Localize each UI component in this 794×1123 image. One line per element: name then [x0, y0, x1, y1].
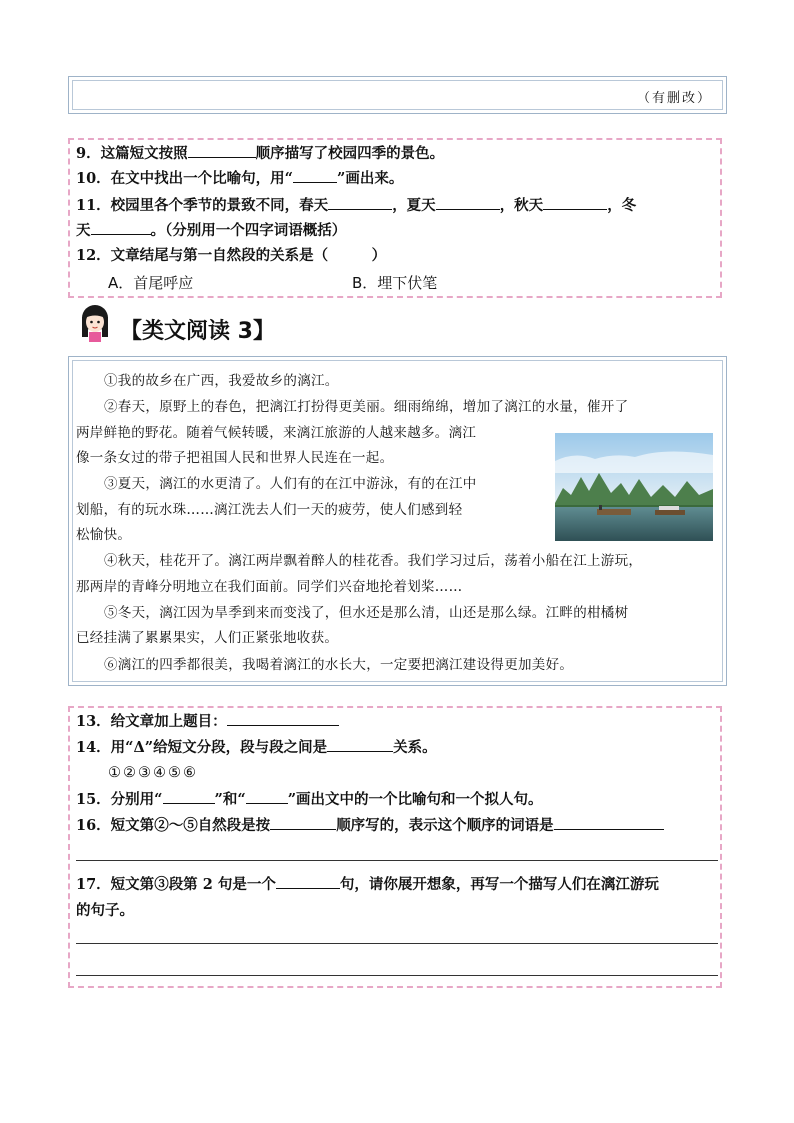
question-11-line2: 天 。（分别用一个四字词语概括）	[76, 222, 347, 239]
answer-blank[interactable]	[293, 168, 337, 183]
question-13: 13．给文章加上题目：	[76, 711, 339, 732]
answer-blank[interactable]	[91, 220, 151, 235]
passage-para-5b: 已经挂满了累累果实，人们正紧张地收获。	[76, 630, 339, 646]
question-17-line2: 的句子。	[76, 902, 134, 919]
answer-line[interactable]	[76, 975, 718, 976]
answer-line[interactable]	[76, 860, 718, 861]
answer-blank[interactable]	[270, 815, 336, 830]
answer-blank[interactable]	[554, 815, 664, 830]
answer-blank[interactable]	[327, 737, 393, 752]
passage-para-3a: ③夏天，漓江的水更清了。人们有的在江中游泳，有的在江中	[104, 476, 477, 492]
passage-para-2c: 像一条女过的带子把祖国人民和世界人民连在一起。	[76, 450, 394, 466]
option-a[interactable]: A．首尾呼应	[108, 274, 194, 292]
option-b[interactable]: B．埋下伏笔	[352, 274, 438, 292]
passage-para-3c: 松愉快。	[76, 527, 132, 543]
passage-para-4b: 那两岸的青峰分明地立在我们面前。同学们兴奋地抡着划桨……	[76, 579, 463, 595]
question-14-numbers: ①②③④⑤⑥	[108, 765, 198, 781]
li-river-photo	[555, 433, 713, 541]
answer-line[interactable]	[76, 943, 718, 944]
question-10: 10．在文中找出一个比喻句，用“ ”画出来。	[76, 170, 404, 187]
section-title: 【类文阅读 3】	[120, 319, 275, 344]
passage-para-6: ⑥漓江的四季都很美，我喝着漓江的水长大，一定要把漓江建设得更加美好。	[104, 657, 574, 673]
question-12: 12．文章结尾与第一自然段的关系是（ ）	[76, 247, 387, 264]
question-16: 16．短文第②～⑤自然段是按 顺序写的，表示这个顺序的词语是	[76, 815, 664, 836]
question-9: 9．这篇短文按照 顺序描写了校园四季的景色。	[76, 145, 445, 162]
question-15: 15．分别用“ ”和“ ”画出文中的一个比喻句和一个拟人句。	[76, 791, 543, 808]
question-14: 14．用“Δ”给短文分段，段与段之间是 关系。	[76, 739, 437, 756]
note-box	[68, 76, 727, 114]
passage-para-1: ①我的故乡在广西，我爱故乡的漓江。	[104, 373, 339, 389]
girl-avatar-icon	[78, 303, 112, 343]
answer-blank[interactable]	[246, 789, 288, 804]
passage-para-2a: ②春天，原野上的春色，把漓江打扮得更美丽。细雨绵绵，增加了漓江的水量，催开了	[104, 399, 629, 415]
revision-note: （有删改）	[636, 91, 712, 106]
question-11: 11．校园里各个季节的景致不同，春天 ，夏天 ，秋天 ，冬	[76, 197, 637, 214]
answer-blank[interactable]	[188, 143, 256, 158]
passage-para-3b: 划船，有的玩水珠……漓江洗去人们一天的疲劳，使人们感到轻	[76, 502, 463, 518]
answer-blank[interactable]	[276, 874, 340, 889]
answer-blank[interactable]	[163, 789, 215, 804]
question-17: 17．短文第③段第 2 句是一个 句，请你展开想象，再写一个描写人们在漓江游玩	[76, 876, 659, 893]
answer-blank[interactable]	[227, 711, 339, 726]
answer-blank[interactable]	[436, 195, 500, 210]
answer-blank[interactable]	[543, 195, 607, 210]
passage-para-2b: 两岸鲜艳的野花。随着气候转暖，来漓江旅游的人越来越多。漓江	[76, 425, 477, 441]
passage-para-4a: ④秋天，桂花开了。漓江两岸飘着醉人的桂花香。我们学习过后，荡着小船在江上游玩，	[104, 553, 643, 569]
answer-blank[interactable]	[328, 195, 392, 210]
passage-para-5a: ⑤冬天，漓江因为旱季到来而变浅了，但水还是那么清，山还是那么绿。江畔的柑橘树	[104, 605, 629, 621]
